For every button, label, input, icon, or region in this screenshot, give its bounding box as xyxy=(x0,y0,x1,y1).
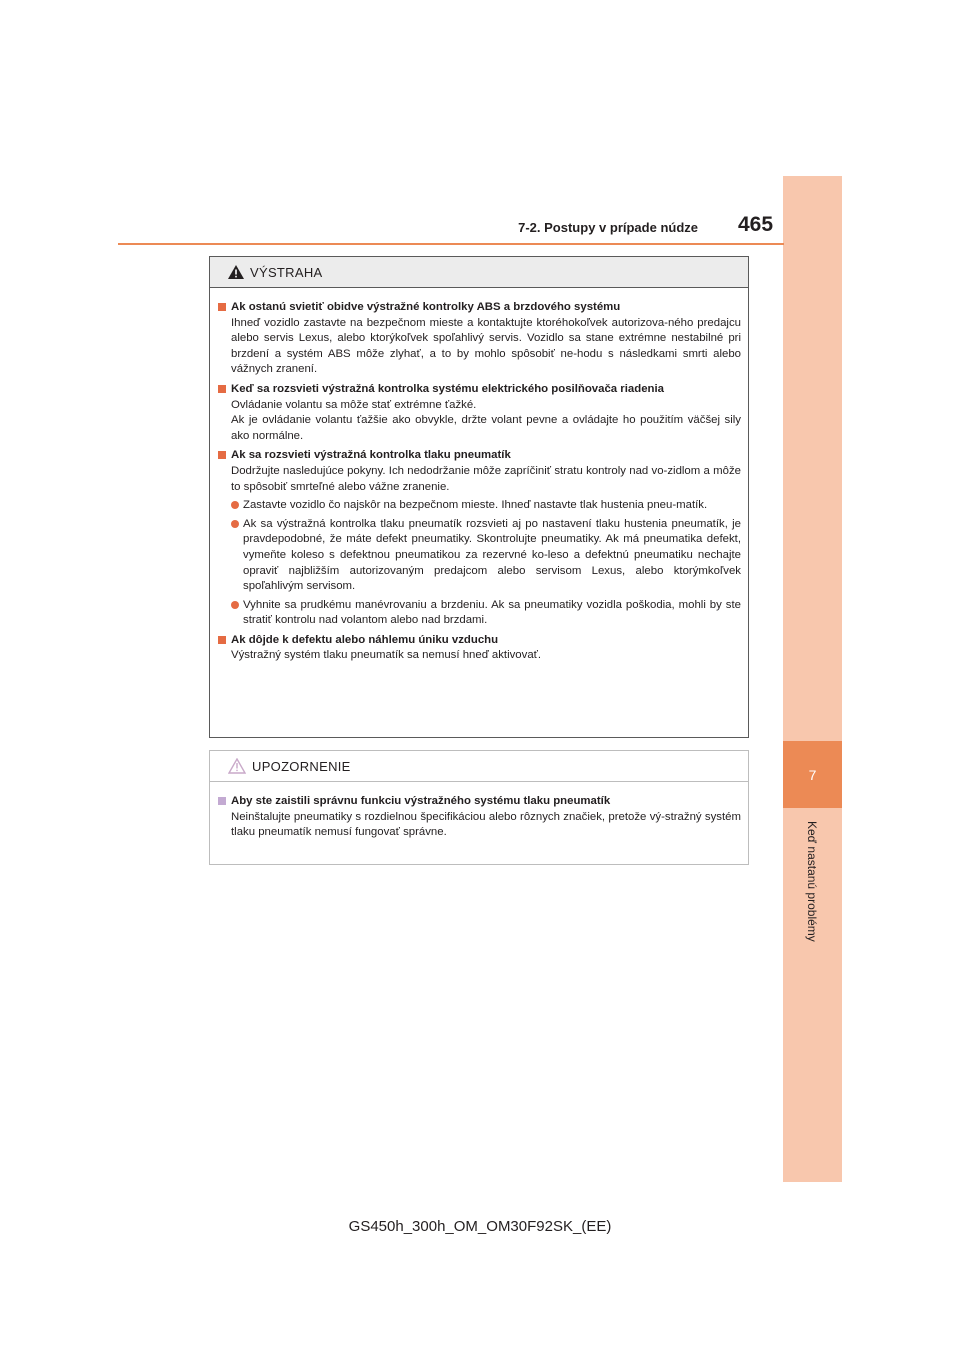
square-bullet-icon xyxy=(218,636,226,644)
round-bullet-icon xyxy=(231,520,239,528)
round-bullet-icon xyxy=(231,501,239,509)
chapter-number-badge: 7 xyxy=(783,741,842,808)
warning-title: VÝSTRAHA xyxy=(250,264,323,280)
warning-item-heading: Ak sa rozsvieti výstražná kontrolka tlaku pneumatík xyxy=(217,448,741,464)
list-item: Zastavte vozidlo čo najskôr na bezpečnom mieste. Ihneď nastavte tlak hustenia pneu-matík. xyxy=(231,498,741,514)
warning-item-heading: Ak ostanú svietiť obidve výstražné kontrolky ABS a brzdového systému xyxy=(217,300,741,316)
notice-box xyxy=(209,750,749,865)
warning-triangle-icon xyxy=(228,265,244,279)
list-item: Ak sa výstražná kontrolka tlaku pneumatík rozsvieti aj po nastavení tlaku hustenia pneumatík, je pravdepodobné, že máte defekt pneumatiky. Skontrolujte pneumatiky. Ak má pneumatika defekt, vymeňte koleso s defektnou pneumatikou za rezervné ko-leso a defektnú pneumatiku nechajte opraviť najbližším autorizovaným predajcom alebo servisom Lexus, alebo ktorýmkoľvek spoľahlivým servisom. xyxy=(231,517,741,595)
warning-item-text: Ak je ovládanie volantu ťažšie ako obvykle, držte volant pevne a ovládajte ho použitím väčšej sily ako normálne. xyxy=(231,414,741,442)
header-rule xyxy=(118,243,784,245)
warning-item-text: Ovládanie volantu sa môže stať extrémne ťažké. xyxy=(231,398,477,411)
notice-item-text: Neinštalujte pneumatiky s rozdielnou špecifikáciou alebo rôznych značiek, pretože vý-stražný systém tlaku pneumatík nemusí fungovať správne. xyxy=(231,810,741,839)
warning-item-text: Ihneď vozidlo zastavte na bezpečnom mieste a kontaktujte ktoréhokoľvek autorizova-ného predajcu alebo servis Lexus, alebo ktorýkoľvek spoľahlivý servis. Vozidlo sa stane extrémne nestabilné pri brzdení a systém ABS môže zlyhať, a to by mohlo spôsobiť ne-hodu s následkami smrti alebo vážnych zranení. xyxy=(231,316,741,376)
warning-item-heading: Ak dôjde k defektu alebo náhlemu úniku vzduchu xyxy=(217,633,741,649)
caution-triangle-icon xyxy=(228,758,246,774)
square-bullet-icon xyxy=(218,303,226,311)
notice-header xyxy=(210,751,748,782)
chapter-title: Keď nastanú problémy xyxy=(805,821,819,942)
warning-item-heading: Keď sa rozsvieti výstražná kontrolka systému elektrického posilňovača riadenia xyxy=(217,382,741,398)
notice-body xyxy=(210,782,748,841)
warning-item-text: Výstražný systém tlaku pneumatík sa nemusí hneď aktivovať. xyxy=(231,649,542,662)
list-item: Vyhnite sa prudkému manévrovaniu a brzdeniu. Ak sa pneumatiky vozidla poškodia, mohli by ste stratiť kontrolu nad volantom alebo nad brzdami. xyxy=(231,598,741,629)
notice-title: UPOZORNENIE xyxy=(252,758,351,774)
chapter-side-tab xyxy=(783,176,842,1182)
square-bullet-icon xyxy=(218,385,226,393)
warning-body xyxy=(210,288,748,664)
notice-item-heading: Aby ste zaistili správnu funkciu výstražného systému tlaku pneumatík xyxy=(217,794,741,810)
section-title: 7-2. Postupy v prípade núdze xyxy=(518,220,698,235)
square-bullet-icon xyxy=(218,797,226,805)
page-number: 465 xyxy=(738,213,774,236)
model-code-footer: GS450h_300h_OM_OM30F92SK_(EE) xyxy=(348,1218,612,1235)
warning-box xyxy=(209,256,749,738)
warning-item-text: Dodržujte nasledujúce pokyny. Ich nedodržanie môže zapríčiniť stratu kontroly nad vo-zidlom a môže to spôsobiť smrteľné alebo vážne zranenie. xyxy=(231,464,741,493)
round-bullet-icon xyxy=(231,601,239,609)
warning-header xyxy=(210,257,748,288)
square-bullet-icon xyxy=(218,451,226,459)
